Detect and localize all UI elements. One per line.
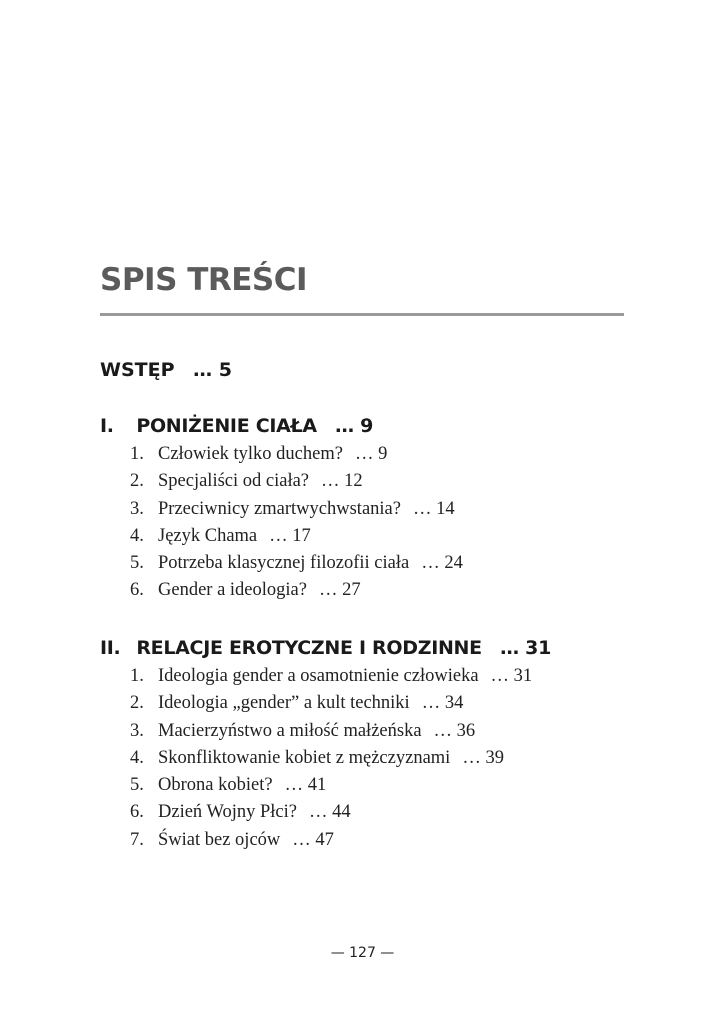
item-number: 2. [130, 471, 144, 492]
item-page: … 17 [269, 525, 311, 546]
toc-item[interactable] [100, 523, 660, 550]
chapter-page: … 31 [500, 637, 552, 659]
item-page: … 27 [318, 580, 361, 601]
item-number: 5. [130, 775, 144, 796]
item-page: … 36 [433, 720, 476, 741]
item-page: … 44 [308, 802, 351, 823]
item-page: … 47 [292, 829, 334, 850]
item-number: 3. [130, 720, 144, 741]
toc-intro[interactable] [100, 359, 232, 381]
item-title: Obrona kobiet? [158, 775, 273, 796]
chapter-title: PONIŻENIE CIAŁA [136, 415, 317, 437]
item-title: Skonfliktowanie kobiet z mężczyznami [158, 747, 451, 768]
intro-label: WSTĘP [100, 359, 175, 381]
chapter-title: RELACJE EROTYCZNE I RODZINNE [136, 637, 482, 659]
toc-item[interactable] [100, 718, 660, 745]
chapter-number: II. [100, 637, 121, 659]
item-number: 1. [130, 444, 144, 464]
page-number: — 127 — [330, 945, 395, 961]
item-number: 1. [130, 666, 144, 686]
chapter-2 [100, 635, 660, 854]
item-title: Ideologia „gender” a kult techniki [158, 693, 410, 714]
item-page: … 24 [421, 553, 463, 574]
item-title: Gender a ideologia? [158, 580, 307, 601]
item-page: … 9 [354, 444, 388, 464]
item-number: 6. [130, 802, 144, 823]
item-title: Potrzeba klasycznej filozofii ciała [158, 553, 410, 574]
item-page: … 12 [321, 471, 363, 492]
toc-item[interactable] [100, 690, 660, 717]
toc-item[interactable] [100, 772, 660, 799]
item-page: … 14 [412, 498, 455, 519]
item-number: 5. [130, 553, 144, 574]
chapter-1 [100, 413, 660, 605]
item-title: Macierzyństwo a miłość małżeńska [158, 720, 422, 741]
item-page: … 41 [284, 775, 327, 796]
toc-item[interactable] [100, 799, 660, 826]
chapter-page: … 9 [335, 415, 374, 437]
item-title: Świat bez ojców [158, 829, 281, 850]
item-number: 7. [130, 829, 144, 850]
chapter-item-list [100, 441, 660, 605]
title-rule [100, 313, 624, 316]
item-title: Specjaliści od ciała? [158, 471, 310, 492]
item-number: 4. [130, 525, 144, 546]
chapter-number: I. [100, 415, 114, 437]
item-number: 6. [130, 580, 144, 601]
toc-item[interactable] [100, 550, 660, 577]
toc-item[interactable] [100, 441, 660, 468]
item-number: 4. [130, 747, 144, 768]
chapter-heading[interactable] [100, 635, 660, 661]
item-page: … 39 [462, 747, 504, 768]
toc-item[interactable] [100, 827, 660, 854]
toc-item[interactable] [100, 745, 660, 772]
item-title: Język Chama [158, 525, 258, 546]
toc-item[interactable] [100, 663, 660, 690]
item-number: 2. [130, 693, 144, 714]
item-page: … 31 [490, 666, 533, 686]
toc-item[interactable] [100, 577, 660, 604]
toc-item[interactable] [100, 496, 660, 523]
item-title: Człowiek tylko duchem? [158, 444, 343, 464]
intro-page: … 5 [193, 359, 232, 381]
chapter-heading[interactable] [100, 413, 660, 439]
item-title: Dzień Wojny Płci? [158, 802, 297, 823]
item-number: 3. [130, 498, 144, 519]
item-page: … 34 [421, 693, 464, 714]
item-title: Przeciwnicy zmartwychwstania? [158, 498, 401, 519]
toc-item[interactable] [100, 468, 660, 495]
chapter-item-list [100, 663, 660, 854]
page-title: SPIS TREŚCI [100, 262, 308, 298]
item-title: Ideologia gender a osamotnienie człowieka [158, 666, 479, 686]
